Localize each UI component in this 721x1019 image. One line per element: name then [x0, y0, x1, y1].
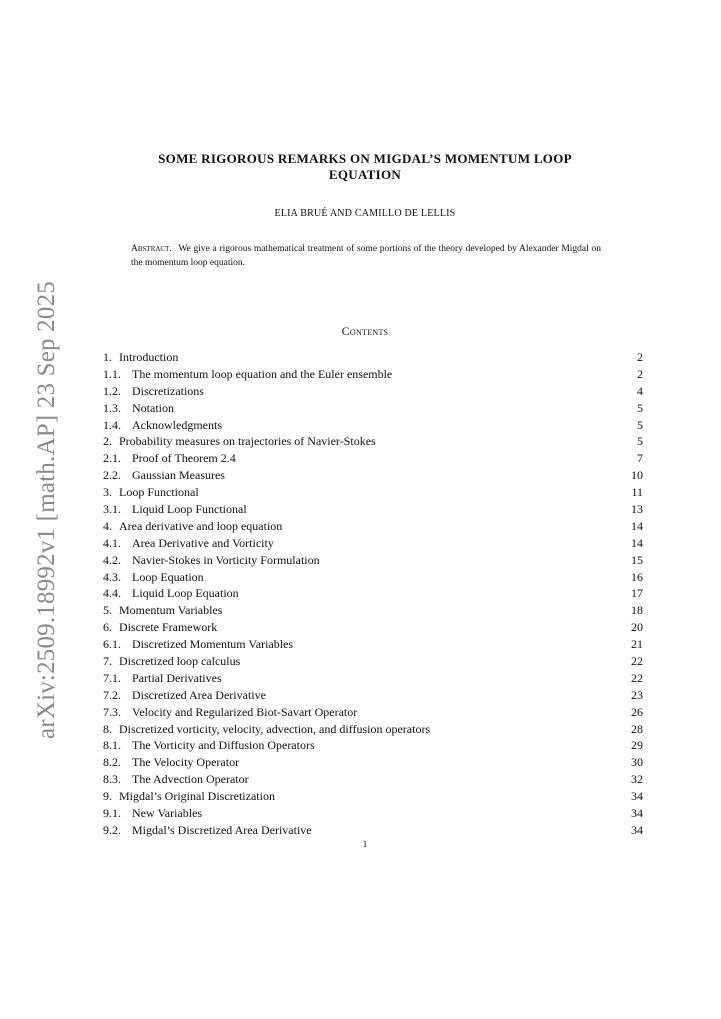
toc-entry-number: 8.	[103, 721, 112, 736]
toc-entry[interactable]	[103, 721, 643, 738]
toc-entry-page: 34	[631, 822, 643, 837]
toc-entry-page: 22	[631, 670, 643, 685]
toc-entry-page: 14	[631, 518, 643, 533]
toc-entry-page: 11	[631, 485, 643, 500]
abstract-label: Abstract.	[131, 244, 172, 254]
toc-entry-label	[103, 450, 236, 467]
paper-title-line-2: EQUATION	[328, 167, 402, 182]
toc-entry[interactable]	[103, 653, 643, 670]
toc-entry-title: New Variables	[132, 806, 203, 821]
toc-entry-number: 2.2.	[103, 468, 121, 483]
toc-entry[interactable]	[103, 754, 643, 771]
toc-entry-page: 30	[631, 755, 643, 770]
toc-entry[interactable]	[103, 501, 643, 518]
toc-entry-number: 8.2.	[103, 755, 121, 770]
toc-entry-number: 4.	[103, 518, 112, 533]
toc-entry-label	[103, 383, 204, 400]
toc-entry-page: 34	[631, 806, 643, 821]
toc-entry-number: 6.1.	[103, 637, 121, 652]
toc-entry-number: 2.1.	[103, 451, 121, 466]
toc-entry[interactable]	[103, 467, 643, 484]
paper-title-line-1: SOME RIGOROUS REMARKS ON MIGDAL’S MOMENTUM LOOP	[158, 151, 572, 166]
toc-entry-title: Discretized Momentum Variables	[132, 637, 294, 652]
toc-entry[interactable]	[103, 704, 643, 721]
toc-entry-title: Probability measures on trajectories of Navier-Stokes	[119, 434, 376, 449]
toc-entry-label	[103, 535, 274, 552]
toc-entry-page: 21	[631, 637, 643, 652]
toc-entry-number: 4.3.	[103, 569, 121, 584]
toc-entry-title: Velocity and Regularized Biot-Savart Operator	[132, 704, 358, 719]
toc-entry-title: Liquid Loop Functional	[132, 502, 247, 517]
toc-entry[interactable]	[103, 619, 643, 636]
toc-entry[interactable]	[103, 535, 643, 552]
toc-entry-label	[103, 721, 430, 738]
toc-entry-number: 4.1.	[103, 535, 121, 550]
toc-entry-page: 10	[631, 468, 643, 483]
toc-entry-page: 18	[631, 603, 643, 618]
toc-entry-page: 2	[637, 350, 643, 364]
toc-entry-title: Proof of Theorem 2.4	[132, 451, 236, 466]
toc-entry-page: 20	[631, 620, 643, 635]
toc-entry[interactable]	[103, 400, 643, 417]
toc-entry-number: 1.	[103, 350, 112, 364]
toc-entry-number: 7.1.	[103, 670, 121, 685]
toc-entry-title: The Vorticity and Diffusion Operators	[132, 738, 315, 753]
toc-entry-title: The momentum loop equation and the Euler ensemble	[132, 366, 393, 381]
toc-entry-page: 5	[637, 400, 643, 415]
paper-title	[100, 151, 630, 183]
contents-heading: Contents	[341, 324, 389, 338]
toc-entry-number: 1.1.	[103, 366, 121, 381]
toc-entry-title: The Velocity Operator	[132, 755, 240, 770]
toc-entry-label	[103, 569, 204, 586]
toc-entry[interactable]	[103, 349, 643, 366]
toc-entry-number: 7.3.	[103, 704, 121, 719]
toc-entry[interactable]	[103, 771, 643, 788]
toc-entry-title: Liquid Loop Equation	[132, 586, 239, 601]
toc-entry-label	[103, 822, 312, 839]
toc-entry[interactable]	[103, 484, 643, 501]
toc-entry-label	[103, 754, 239, 771]
toc-entry-page: 28	[631, 721, 643, 736]
toc-entry-label	[103, 771, 249, 788]
toc-entry-title: Momentum Variables	[119, 603, 223, 618]
toc-entry[interactable]	[103, 737, 643, 754]
toc-entry-title: Area Derivative and Vorticity	[132, 535, 274, 550]
toc-entry-number: 3.	[103, 485, 112, 500]
toc-entry-label	[103, 366, 392, 383]
toc-entry-number: 1.4.	[103, 417, 121, 432]
toc-entry-page: 5	[637, 434, 643, 449]
toc-entry-label	[103, 585, 239, 602]
toc-entry-page: 7	[637, 451, 643, 466]
toc-entry-page: 5	[637, 417, 643, 432]
toc-entry-title: Partial Derivatives	[132, 670, 222, 685]
toc-entry-number: 6.	[103, 620, 112, 635]
authors: ELIA BRUÉ AND CAMILLO DE LELLIS	[274, 208, 456, 219]
toc-entry[interactable]	[103, 383, 643, 400]
toc-entry-title: Discretizations	[132, 383, 204, 398]
toc-entry-label	[103, 433, 376, 450]
toc-entry-page: 26	[631, 704, 643, 719]
toc-entry-label	[103, 400, 174, 417]
toc-entry[interactable]	[103, 450, 643, 467]
toc-entry[interactable]	[103, 518, 643, 535]
abstract	[131, 242, 601, 270]
toc-entry[interactable]	[103, 433, 643, 450]
toc-entry-label	[103, 737, 315, 754]
toc-entry-label	[103, 467, 225, 484]
toc-entry-label	[103, 670, 222, 687]
toc-entry-number: 9.1.	[103, 806, 121, 821]
toc-entry-label	[103, 805, 202, 822]
toc-entry[interactable]	[103, 805, 643, 822]
toc-entry-page: 15	[631, 552, 643, 567]
toc-entry-page: 32	[631, 772, 643, 787]
toc-entry-title: Discretized loop calculus	[119, 654, 241, 669]
toc-entry[interactable]	[103, 636, 643, 653]
toc-entry-number: 4.2.	[103, 552, 121, 567]
toc-entry-title: Loop Functional	[119, 485, 199, 500]
toc-entry-title: Gaussian Measures	[132, 468, 225, 483]
toc-entry-label	[103, 484, 199, 501]
abstract-text: We give a rigorous mathematical treatment of some portions of the theory developed by Alexander Migdal on the momentum loop equation.	[131, 244, 601, 268]
toc-entry-number: 9.2.	[103, 822, 121, 837]
table-of-contents	[103, 349, 643, 839]
toc-entry[interactable]	[103, 788, 643, 805]
toc-entry-title: Area derivative and loop equation	[119, 518, 283, 533]
toc-entry-label	[103, 602, 222, 619]
toc-entry-page: 14	[631, 535, 643, 550]
toc-entry-title: Discrete Framework	[119, 620, 218, 635]
toc-entry-number: 1.2.	[103, 383, 121, 398]
toc-entry-title: The Advection Operator	[132, 772, 249, 787]
toc-entry-number: 7.	[103, 654, 112, 669]
toc-entry-number: 2.	[103, 434, 112, 449]
toc-entry-label	[103, 636, 293, 653]
toc-entry-label	[103, 518, 282, 535]
toc-entry-number: 1.3.	[103, 400, 121, 415]
toc-entry[interactable]	[103, 602, 643, 619]
toc-entry-label	[103, 704, 357, 721]
toc-entry[interactable]	[103, 585, 643, 602]
toc-entry-page: 23	[631, 687, 643, 702]
arxiv-identifier: arXiv:2509.18992v1 [math.AP] 23 Sep 2025	[33, 281, 60, 739]
toc-entry-title: Discretized Area Derivative	[132, 687, 266, 702]
toc-entry-number: 8.3.	[103, 772, 121, 787]
toc-entry-title: Discretized vorticity, velocity, advection, and diffusion operators	[119, 721, 431, 736]
toc-entry-title: Acknowledgments	[132, 417, 222, 432]
toc-entry-label	[103, 417, 222, 434]
toc-entry-title: Loop Equation	[132, 569, 204, 584]
toc-entry-number: 4.4.	[103, 586, 121, 601]
toc-entry[interactable]	[103, 822, 643, 839]
toc-entry[interactable]	[103, 569, 643, 586]
toc-entry-page: 16	[631, 569, 643, 584]
toc-entry-page: 17	[631, 586, 643, 601]
toc-entry-page: 13	[631, 502, 643, 517]
toc-entry-page: 4	[637, 383, 643, 398]
toc-entry-title: Notation	[132, 400, 174, 415]
toc-entry-page: 22	[631, 654, 643, 669]
toc-entry-number: 5.	[103, 603, 112, 618]
toc-entry-page: 2	[637, 366, 643, 381]
toc-entry-title: Migdal’s Discretized Area Derivative	[132, 822, 312, 837]
toc-entry-label	[103, 552, 320, 569]
toc-entry[interactable]	[103, 687, 643, 704]
toc-entry[interactable]	[103, 552, 643, 569]
toc-entry-label	[103, 788, 275, 805]
toc-entry-title: Introduction	[119, 350, 179, 364]
toc-entry-number: 9.	[103, 789, 112, 804]
toc-entry-page: 29	[631, 738, 643, 753]
toc-entry-label	[103, 687, 266, 704]
toc-entry-label	[103, 653, 240, 670]
toc-entry-number: 7.2.	[103, 687, 121, 702]
toc-entry-number: 3.1.	[103, 502, 121, 517]
toc-entry-number: 8.1.	[103, 738, 121, 753]
toc-entry[interactable]	[103, 670, 643, 687]
page-number: 1	[362, 839, 368, 849]
toc-entry-label	[103, 619, 217, 636]
toc-entry[interactable]	[103, 366, 643, 383]
toc-entry[interactable]	[103, 417, 643, 434]
toc-entry-title: Migdal’s Original Discretization	[119, 789, 275, 804]
toc-entry-label	[103, 501, 247, 518]
toc-entry-title: Navier-Stokes in Vorticity Formulation	[132, 552, 320, 567]
toc-entry-page: 34	[631, 789, 643, 804]
toc-entry-label	[103, 349, 178, 366]
